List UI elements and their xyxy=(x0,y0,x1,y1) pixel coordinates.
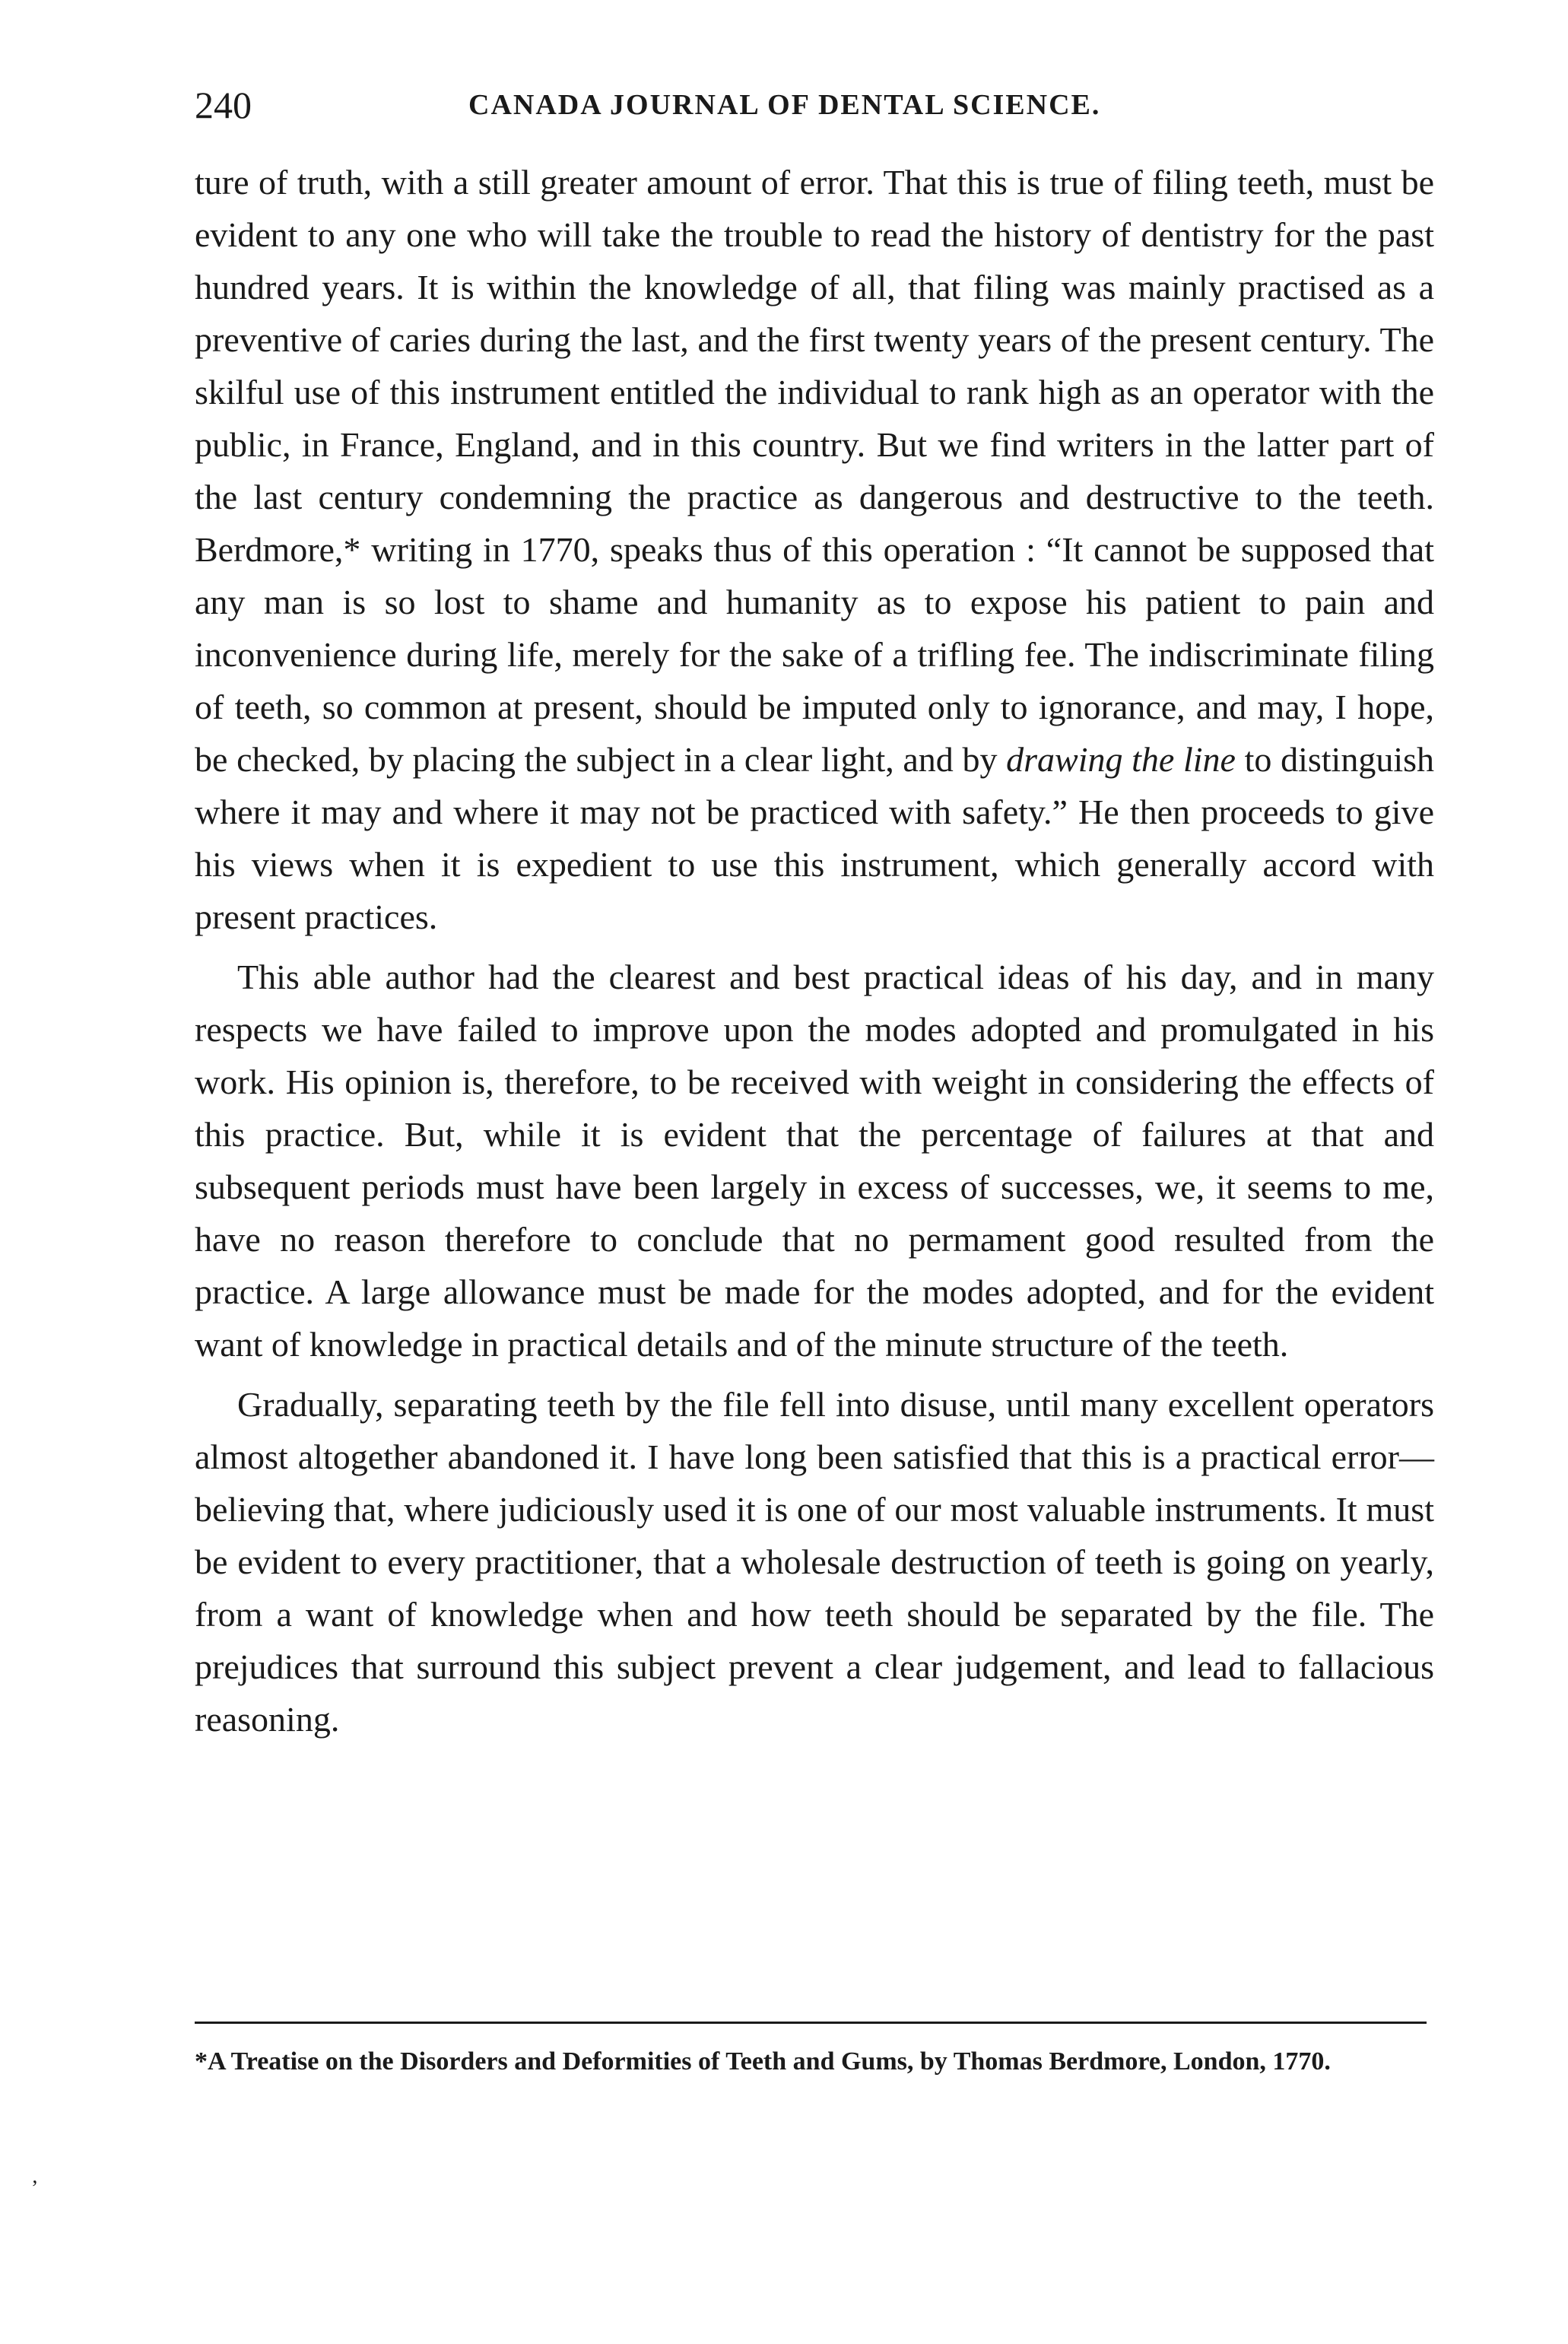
paragraph-2: This able author had the clearest and best practical ideas of his day, and in many respects we have failed to improve upon the modes adopted and promulgated in his work. His opinion is, therefore, to be received with weight in considering the effects of this practice. But, while it is evident that the percentage of failures at that and subsequent periods must have been largely in excess of successes, we, it seems to me, have no reason therefore to conclude that no permament good resulted from the practice. A large allowance must be made for the modes adopted, and for the evident want of knowledge in practical details and of the minute structure of the teeth. xyxy=(195,958,1434,1364)
article-body xyxy=(195,156,1434,1745)
footnote-divider xyxy=(195,2022,1427,2024)
footnote: *A Treatise on the Disorders and Deformities of Teeth and Gums, by Thomas Berdmore, London, 1770. xyxy=(195,2047,1331,2076)
paragraph-1-text-start: ture of truth, with a still greater amount of error. That this is true of filing teeth, must be evident to any one who will take the trouble to read the history of dentistry for the past hundred years. It is within the knowledge of all, that filing was mainly practised as a preventive of caries during the last, and the first twenty years of the present century. The skilful use of this instrument entitled the individual to rank high as an operator with the public, in France, England, and in this country. But we find writers in the latter part of the last century condemning the practice as dangerous and destructive to the teeth. Berdmore,* writing in 1770, speaks thus of this operation : “It cannot be supposed that any man is so lost to shame and humanity as to expose his patient to pain and inconvenience during life, merely for the sake of a trifling fee. The indiscriminate filing of teeth, so common at present, should be imputed only to ignorance, and may, I hope, be checked, by placing the subject in a clear light, and by xyxy=(195,163,1434,779)
journal-title: CANADA JOURNAL OF DENTAL SCIENCE. xyxy=(468,89,1101,121)
page-number: 240 xyxy=(195,84,252,126)
running-header xyxy=(195,75,1427,135)
paragraph-1-text-end: to distinguish where it may and where it may not be practiced with safety.” He then proceeds to give his views when it is expedient to use this instrument, which generally accord with present practices. xyxy=(195,740,1434,936)
paragraph-1 xyxy=(195,156,1434,943)
paragraph-1-italic-phrase: drawing the line xyxy=(1006,740,1236,779)
stray-ink-mark: ʼ xyxy=(31,2177,39,2200)
paragraph-3: Gradually, separating teeth by the file fell into disuse, until many excellent operators almost altogether abandoned it. I have long been satisfied that this is a practical error—believing that, where judiciously used it is one of our most valuable instruments. It must be evident to every practitioner, that a wholesale destruction of teeth is going on yearly, from a want of knowledge when and how teeth should be separated by the file. The prejudices that surround this subject prevent a clear judgement, and lead to fallacious reasoning. xyxy=(195,1385,1434,1739)
